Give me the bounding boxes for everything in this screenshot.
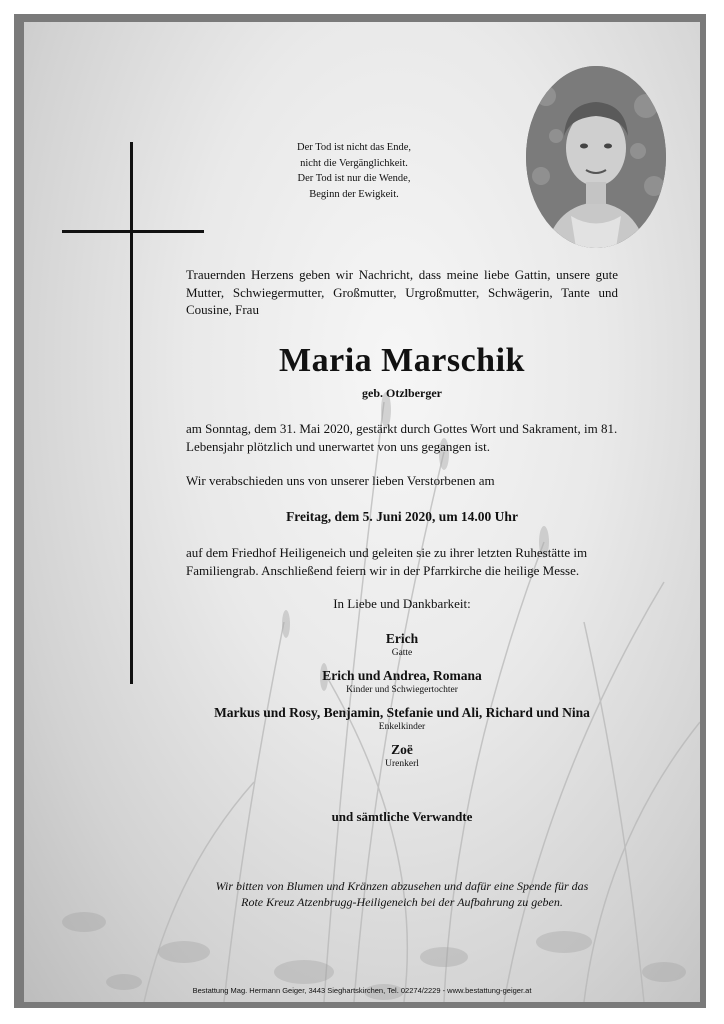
mourner-name: Erich xyxy=(385,631,419,646)
death-notice-text: am Sonntag, dem 31. Mai 2020, gestärkt durch Gottes Wort und Sakrament, im 81. Lebensjahr plötzlich und unerwartet von uns gegangen ist. xyxy=(186,421,618,454)
mourner-name: Zoë xyxy=(391,742,413,757)
funeral-place: auf dem Friedhof Heiligeneich und geleiten sie zu ihrer letzten Ruhestätte im Familiengrab. Anschließend feiern wir in der Pfarrkirche die heilige Messe. xyxy=(186,545,588,578)
footer-credit: Bestattung Mag. Hermann Geiger, 3443 Sieghartskirchen, Tel. 02274/2229 - www.bestattung-geiger.at xyxy=(192,986,532,995)
farewell-intro: Wir verabschieden uns von unserer lieben Verstorbenen am xyxy=(186,473,495,488)
cross-bar xyxy=(62,230,204,233)
mourner-name: Erich und Andrea, Romana xyxy=(322,668,482,683)
mourner-group xyxy=(186,741,618,770)
deceased-name: Maria Marschik xyxy=(279,342,525,379)
mourner-group xyxy=(186,630,618,659)
mourners-list xyxy=(186,630,618,778)
closing-line: In Liebe und Dankbarkeit: xyxy=(333,596,471,611)
death-notice-card xyxy=(24,22,700,1002)
mourner-relation: Enkelkinder xyxy=(378,722,426,732)
portrait-photo xyxy=(526,66,666,248)
mourner-relation: Gatte xyxy=(391,648,413,658)
intro-text: Trauernden Herzens geben wir Nachricht, dass meine liebe Gattin, unsere gute Mutter, Schwiegermutter, Großmutter, Urgroßmutter, Schwägerin, Tante und Cousine, Frau xyxy=(186,267,618,317)
poem-line: Der Tod ist nur die Wende, xyxy=(297,173,411,184)
poem-line: nicht die Vergänglichkeit. xyxy=(300,157,408,169)
request-line: Rote Kreuz Atzenbrugg-Heiligeneich bei der Aufbahrung zu geben. xyxy=(241,895,563,909)
poem-line: Der Tod ist nicht das Ende, xyxy=(297,142,411,153)
maiden-name: geb. Otzlberger xyxy=(362,386,442,400)
mourner-name: Markus und Rosy, Benjamin, Stefanie und Ali, Richard und Nina xyxy=(214,705,590,720)
relatives-line: und sämtliche Verwandte xyxy=(331,809,473,824)
mourner-relation: Kinder und Schwiegertochter xyxy=(346,685,458,695)
cross-icon xyxy=(130,142,133,684)
request-line: Wir bitten von Blumen und Kränzen abzusehen und dafür eine Spende für das xyxy=(215,879,589,893)
funeral-date: Freitag, dem 5. Juni 2020, um 14.00 Uhr xyxy=(286,509,518,524)
poem-line: Beginn der Ewigkeit. xyxy=(309,188,399,200)
mourner-group xyxy=(186,704,618,733)
mourner-group xyxy=(186,667,618,696)
poem xyxy=(244,140,464,202)
mourner-relation: Urenkerl xyxy=(385,759,419,769)
donation-request xyxy=(166,878,638,910)
